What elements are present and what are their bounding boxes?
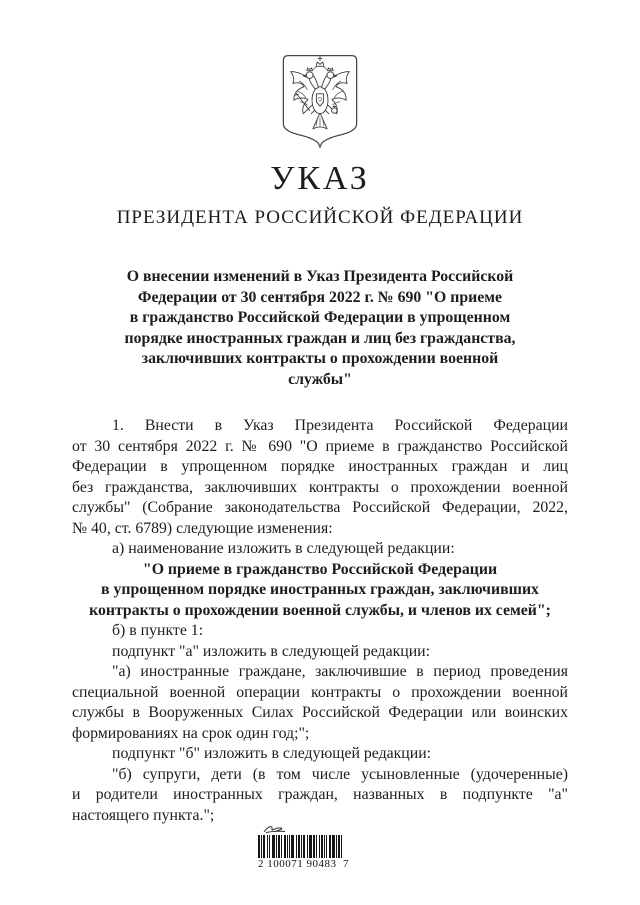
barcode-bar <box>313 835 315 858</box>
barcode-bar <box>336 835 337 858</box>
barcode-bar <box>284 835 286 858</box>
text-line: настоящего пункта."; <box>72 806 215 824</box>
text-line: специальной военной операции контракты о прохождении военной <box>72 683 568 701</box>
text-line: Федерации в упрощенном порядке иностранных граждан и лиц <box>72 458 568 475</box>
document-type-title: УКАЗ <box>270 160 370 197</box>
barcode-bar <box>316 835 317 858</box>
text-line: "б) супруги, дети (в том числе усыновленные (удочеренные) <box>112 765 568 783</box>
paragraph <box>72 765 568 827</box>
barcode-bar <box>287 835 288 858</box>
text-line: "а) иностранные граждане, заключившие в период проведения <box>112 663 568 680</box>
text-line: 1. Внести в Указ Президента Российской Федерации <box>112 417 568 434</box>
barcode-bar <box>329 835 331 858</box>
text-line: формированиях на срок один год;"; <box>72 724 310 742</box>
decree-body-text <box>72 416 568 826</box>
text-line: подпункт "а" изложить в следующей редакции: <box>112 642 431 660</box>
barcode-bar <box>324 835 325 858</box>
russian-coat-of-arms-icon <box>280 54 360 148</box>
barcode-bar <box>296 835 297 858</box>
heading-line: заключивших контракты о прохождении военной <box>141 350 499 367</box>
barcode-bar <box>267 835 268 858</box>
barcode-bar <box>278 835 280 858</box>
barcode-bar <box>326 835 327 858</box>
barcode-bar <box>319 835 320 858</box>
barcode-bar <box>261 835 262 858</box>
heading-line: в гражданство Российской Федерации в упрощенном <box>129 309 511 326</box>
barcode-bars <box>258 835 378 858</box>
text-line: и родители иностранных граждан, названных в подпункте "а" <box>72 786 568 803</box>
text-line: службы в Вооруженных Силах Российской Федерации или воинских <box>72 704 568 721</box>
heading-line: Федерации от 30 сентября 2022 г. № 690 "О приеме <box>137 288 503 306</box>
issuer-title: ПРЕЗИДЕНТА РОССИЙСКОЙ ФЕДЕРАЦИИ <box>116 207 524 228</box>
barcode-bar <box>341 835 342 858</box>
heading-line: службы" <box>288 370 352 388</box>
barcode-bar <box>272 835 275 858</box>
barcode-bar <box>291 835 294 858</box>
barcode-bar <box>332 835 335 858</box>
barcode-bar <box>263 835 265 858</box>
quoted-amendment-text <box>72 560 568 622</box>
barcode-bar <box>258 835 260 858</box>
text-line: без гражданства, заключивших контракты о прохождении военной <box>72 478 568 496</box>
paragraph <box>72 621 568 642</box>
text-line: "О приеме в гражданство Российской Федерации <box>142 560 498 578</box>
barcode-bar <box>307 835 308 858</box>
barcode-bar <box>298 835 300 858</box>
text-line: службы" (Собрание законодательства Российской Федерации, 2022, <box>72 499 568 516</box>
text-line: контракты о прохождении военной службы, и членов их семей"; <box>89 601 551 619</box>
barcode-digits: 2 100071 90483 7 <box>258 858 349 870</box>
paragraph <box>72 539 568 560</box>
barcode-bar <box>276 835 277 858</box>
barcode-bar <box>289 835 290 858</box>
heading-line: О внесении изменений в Указ Президента Российской <box>126 268 514 285</box>
paragraph <box>72 416 568 539</box>
heading-line: порядке иностранных граждан и лиц без гражданства, <box>124 329 516 347</box>
decree-subject-heading <box>50 267 590 390</box>
barcode-bar <box>269 835 270 858</box>
barcode <box>258 822 378 870</box>
text-line: подпункт "б" изложить в следующей редакции: <box>112 745 432 762</box>
paragraph <box>72 744 568 765</box>
ink-mark-icon <box>262 822 288 834</box>
barcode-bar <box>338 835 340 858</box>
text-line: а) наименование изложить в следующей редакции: <box>112 540 455 557</box>
barcode-bar <box>281 835 282 858</box>
text-line: в упрощенном порядке иностранных граждан, заключивших <box>101 581 539 598</box>
text-line: от 30 сентября 2022 г. № 690 "О приеме в гражданство Российской <box>72 437 568 455</box>
barcode-bar <box>309 835 312 858</box>
paragraph <box>72 642 568 663</box>
barcode-bar <box>301 835 302 858</box>
text-line: № 40, ст. 6789) следующие изменения: <box>72 519 333 537</box>
text-line: б) в пункте 1: <box>112 622 204 639</box>
barcode-bar <box>321 835 323 858</box>
barcode-bar <box>303 835 305 858</box>
paragraph <box>72 662 568 744</box>
